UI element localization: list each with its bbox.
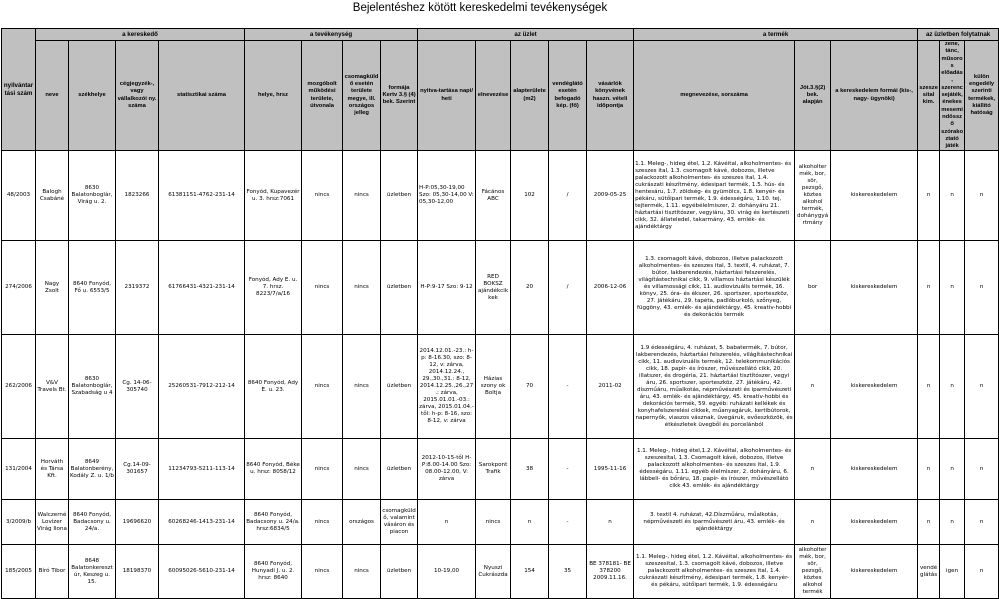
cell-trade-form: kiskereskedelem: [831, 241, 918, 335]
cell-floor-area: 38: [511, 439, 549, 500]
cell-mobile-shop: nincs: [302, 241, 343, 335]
cell-products: 1.9 édességáru, 4. ruházat, 5. babatermék, 7. bútor, lakberendezés, háztartási felszerelés, világítástechnikai cikk, 11. audiovizuális termék, 12. telekommunikációs cikk, 18. papír- és írószer, művészellátó cikk, 20. illatszer, és drogéria, 21. háztartási tisztítószer, vegyi áru, 26. sportszer, sporteszköz, 27. játékáru, 42. díszműáru, műalkotás, népművészeti és iparművészeti áru, 43. emlék- és ajándéktárgy, 45. kreatív-hobbi és dekorációs termék, 59. egyéb: ruházati kellékek és konyhafelszerelési cikkek, műanyagáruk, kertibútorok, napernyők, viaszos vásznak, üvegáruk, evőeszközök, és étkészletek üvegből és porcelánból: [634, 335, 795, 439]
cell-capacity: -: [549, 439, 587, 500]
cell-complaint-book-date: 2009-05-25: [587, 151, 634, 241]
registry-table: [1, 28, 999, 599]
cell-form: üzletben: [381, 241, 418, 335]
cell-entertainment: n: [940, 241, 965, 335]
table-row: [2, 241, 999, 335]
group-header-product: a termék: [634, 29, 918, 41]
cell-floor-area: 20: [511, 241, 549, 335]
cell-mail-order: országos: [343, 500, 381, 545]
col-header: Jöt.3.§(2) bek. alapján: [795, 41, 831, 151]
cell-floor-area: 102: [511, 151, 549, 241]
cell-products: 1.3. csomagolt kávé, dobozos, illetve palackozott alkoholmentes- és szeszes ital, 3. textil, 4. ruházat, 7. bútor, lakberendezés, háztartási felszerelés, világítástechnikai cikk, 9. villamos háztartási készülék és villamossági cikk, 11. audiovizuális termék, 16. könyv, 25. óra- és ékszer, 26. sportszer, sporteszköz, 27. játékáru, 29. tapéta, padlóburkoló, szőnyeg, függöny, 43. emlék- és ajándéktárgy, 45. kreatív-hobbi és dekorációs termék: [634, 241, 795, 335]
cell-mail-order: nincs: [343, 241, 381, 335]
cell-excise-products: n: [795, 439, 831, 500]
cell-opening-hours: 10-19,00: [418, 545, 476, 599]
cell-mail-order: nincs: [343, 545, 381, 599]
cell-products: 1.1. Meleg-, hideg étel, 1.2. Kávéital, alkoholmentes- és szeszesital, 1.3. csomagolt kávé, dobozos, illetve palackozott alkoholmentes- és szeszes ital, 1.4. cukrászati készítmény, édesipari termék, 1.8. kenyér- és pékáru, sütőipari termék, 1.9. édességáru: [634, 545, 795, 599]
cell-registry-number: 262/2006: [2, 335, 36, 439]
cell-alcohol: vendéglátás: [918, 545, 940, 599]
cell-location: 8640 Fonyód, Badacsony u. 24/a. hrsz:6834/5: [245, 500, 302, 545]
table-row: [2, 439, 999, 500]
cell-capacity: 35: [549, 545, 587, 599]
cell-complaint-book-date: 2006-12-06: [587, 241, 634, 335]
cell-registration-number: 19696620: [116, 500, 159, 545]
cell-products: 1.1. Meleg-, hideg étel,1.2. Kávéital, alkoholmentes- és szeszesital, 1.3. Csomagolt kávé, dobozos, illetve palackozott alkoholmentes- és szeszes ital, 1.9. édességáru, 1.11. egyéb élelmiszer, 2. dohányáru, 6. lábbeli- és bőráru, 18. papír- és írószer, művészellátó cikk 43. emlék- és ajándéktárgy: [634, 439, 795, 500]
cell-alcohol: n: [918, 241, 940, 335]
cell-trader-name: Balogh Csabáné: [36, 151, 69, 241]
table-row: [2, 500, 999, 545]
cell-shop-name: Nyuszi Cukrászda: [476, 545, 511, 599]
cell-special-license: n: [965, 545, 999, 599]
cell-trade-form: kiskereskedelem: [831, 439, 918, 500]
cell-opening-hours: 2012-10-15-től H-P:8.00-14.00 Szo: 08.00-12.00, V: zárva: [418, 439, 476, 500]
group-header-activities-in-shop: az üzletben folytatnak: [918, 29, 999, 41]
col-header: székhelye: [69, 41, 116, 151]
cell-products: 1.1. Meleg-, hideg étel, 1.2. Kávéital, alkoholmentes- és szeszes ital, 1.3. csomagolt kávé, dobozos, illetve palackozott alkoholmentes- és szeszes ital, 1.4. cukrászati készítmény, édesipari termék, 1.5. hús- és hentesáru, 1.7. zöldség- és gyümölcs, 1.8. kenyér- és pékáru, sütőipari termék, 1.9. édességáru, 1.10. tej, tejtermék, 1.11. egyébélelmiszer, 2. dohányáru 21. háztartási tisztítószer, vegyiáru, 30. virág és kertészeti cikk, 32. állateledel, takarmány, 43. emlék- és ajándéktárgy: [634, 151, 795, 241]
cell-registry-number: 185/2005: [2, 545, 36, 599]
cell-special-license: n: [965, 335, 999, 439]
cell-opening-hours: H-P:9-17 Szo: 9-12: [418, 241, 476, 335]
cell-mail-order: nincs: [343, 439, 381, 500]
cell-special-license: n: [965, 439, 999, 500]
table-row: [2, 151, 999, 241]
cell-trader-name: Walczerné Lovizer Virág Ilona: [36, 500, 69, 545]
cell-shop-name: Sarokpont Trafik: [476, 439, 511, 500]
cell-seat: 8630 Balatonboglár, Virág u. 2.: [69, 151, 116, 241]
cell-form: üzletben: [381, 335, 418, 439]
cell-statistical-number: 60268246-1413-231-14: [159, 500, 245, 545]
cell-entertainment: n: [940, 439, 965, 500]
col-header: mozgóbolt működési területe, útvonala: [302, 41, 343, 151]
cell-opening-hours: H-P:05,30-19,00 Szo: 05,30-14,00 V: 05,30-12,00: [418, 151, 476, 241]
cell-floor-area: n: [511, 500, 549, 545]
col-header: vásárlók könyvének haszn. vételi időpontja: [587, 41, 634, 151]
cell-form: csomagküldő, valamint vásáron és piacon: [381, 500, 418, 545]
header-group-row: [2, 29, 999, 41]
table-row: [2, 335, 999, 439]
col-header: szeszesital kim.: [918, 41, 940, 151]
col-header: neve: [36, 41, 69, 151]
cell-capacity: -: [549, 500, 587, 545]
cell-alcohol: n: [918, 335, 940, 439]
col-header: csomagküldő esetén területe megye, ill. országos jelleg: [343, 41, 381, 151]
cell-entertainment: igen: [940, 545, 965, 599]
cell-shop-name: RED BOKSZ ajándékcikkek: [476, 241, 511, 335]
cell-mail-order: nincs: [343, 335, 381, 439]
col-header: nyitva-tartása napi/ heti: [418, 41, 476, 151]
table-row: [2, 545, 999, 599]
cell-shop-name: Házias szony ok Boltja: [476, 335, 511, 439]
cell-alcohol: n: [918, 500, 940, 545]
col-header: elnevezése: [476, 41, 511, 151]
col-header: vendéglátó esetén befogadó kép. (fő): [549, 41, 587, 151]
cell-excise-products: alkoholtermék, bor, sör, pezsgő, köztes alkohol termék: [795, 545, 831, 599]
cell-mobile-shop: nincs: [302, 151, 343, 241]
cell-trade-form: kiskereskedelem: [831, 545, 918, 599]
col-header: megnevezése, sorszáma: [634, 41, 795, 151]
cell-registry-number: 274/2006: [2, 241, 36, 335]
cell-complaint-book-date: 2011-02: [587, 335, 634, 439]
cell-excise-products: alkoholtermék, bor, sör, pezsgő, köztes alkohol termék, dohánygyártmány: [795, 151, 831, 241]
cell-mobile-shop: nincs: [302, 335, 343, 439]
cell-trader-name: Bíró Tibor: [36, 545, 69, 599]
cell-entertainment: n: [940, 335, 965, 439]
cell-seat: 8630 Balatonboglár, Szabadság u 4: [69, 335, 116, 439]
cell-mobile-shop: nincs: [302, 545, 343, 599]
col-header: formája Kertv 3.§ (4) bek. Szerint: [381, 41, 418, 151]
cell-trade-form: kiskereskedelem: [831, 500, 918, 545]
group-header-trader: a kereskedő: [36, 29, 245, 41]
cell-complaint-book-date: 1995-11-16: [587, 439, 634, 500]
cell-registration-number: Cg. 14-06-305740: [116, 335, 159, 439]
col-header: alapterülete (m2): [511, 41, 549, 151]
col-header: cégjegyzék-, vagy vállalkozói ny. száma: [116, 41, 159, 151]
cell-opening-hours: 2014.12.01.-23.: h-p: 8-16.30, szo: 8-12, v: zárva, 2014.12.24., 29.,30.,31.: 8-12, 2014.12.25.,26.,27.: zárva, 2015.01.01.-03.: zárva, 2015.01.04.-től: h-p: 8-16, szo: 8-12, v: zárva: [418, 335, 476, 439]
cell-statistical-number: 11234793-5211-113-14: [159, 439, 245, 500]
cell-complaint-book-date: n: [587, 500, 634, 545]
header-columns-row: [2, 41, 999, 151]
cell-alcohol: n: [918, 151, 940, 241]
cell-location: 8640 Fonyód, Hunyadi J. u. 2. hrsz: 8640: [245, 545, 302, 599]
col-header: a kereskedelem formái (kis-, nagy- ügynöki): [831, 41, 918, 151]
col-header: helye, hrsz: [245, 41, 302, 151]
cell-capacity: /: [549, 241, 587, 335]
cell-complaint-book-date: BE 378181- BE 378200 2009.11.16.: [587, 545, 634, 599]
cell-registration-number: 18198370: [116, 545, 159, 599]
cell-statistical-number: 60095026-5610-231-14: [159, 545, 245, 599]
cell-seat: 8648 Balatonkeresztúr, Keszeg u. 15.: [69, 545, 116, 599]
cell-seat: 8640 Fonyód, Fő u. 6553/5: [69, 241, 116, 335]
cell-special-license: n: [965, 500, 999, 545]
cell-registry-number: 131/2004: [2, 439, 36, 500]
cell-seat: 8649 Balatonberény, Kodály Z. u. 1/b: [69, 439, 116, 500]
cell-trade-form: kiskereskedelem: [831, 335, 918, 439]
cell-location: 8640 Fonyód, Béke u. hrsz: 8058/12: [245, 439, 302, 500]
cell-entertainment: n: [940, 151, 965, 241]
cell-alcohol: n: [918, 439, 940, 500]
cell-products: 3. textil 4. ruházat, 42.Díszműáru, műalkotás, népművészeti és iparművészeti áru, 43. emlék- és ajándéktárgy: [634, 500, 795, 545]
page-title: Bejelentéshez kötött kereskedelmi tevékenységek: [352, 2, 608, 14]
cell-trade-form: kiskereskedelem: [831, 151, 918, 241]
cell-location: Fonyód, Kupavezér u. 3. hrsz:7061: [245, 151, 302, 241]
group-header-shop: az üzlet: [418, 29, 634, 41]
cell-statistical-number: 61381151-4762-231-14: [159, 151, 245, 241]
cell-special-license: n: [965, 151, 999, 241]
cell-form: üzletben: [381, 439, 418, 500]
cell-shop-name: Fácános ABC: [476, 151, 511, 241]
cell-mobile-shop: nincs: [302, 500, 343, 545]
cell-registry-number: 3/2009/b: [2, 500, 36, 545]
col-header: külön engedély szerinti termékek, kiállító hatóság: [965, 41, 999, 151]
col-header-registry-number: nyilvántartási szám: [2, 29, 36, 151]
cell-form: üzletben: [381, 151, 418, 241]
col-header: statisztikai száma: [159, 41, 245, 151]
cell-capacity: /: [549, 151, 587, 241]
cell-statistical-number: 25260531-7912-212-14: [159, 335, 245, 439]
cell-trader-name: Horváth és Társa Kft.: [36, 439, 69, 500]
cell-excise-products: n: [795, 335, 831, 439]
cell-excise-products: n: [795, 500, 831, 545]
cell-mobile-shop: nincs: [302, 439, 343, 500]
col-header: zene, tánc, műsoros előadás, szerencsejáték, énekes mesemindössző szórakoztató játék: [941, 41, 964, 150]
group-header-activity: a tevékenység: [245, 29, 418, 41]
cell-shop-name: nincs: [476, 500, 511, 545]
cell-entertainment: n: [940, 500, 965, 545]
cell-floor-area: 70: [511, 335, 549, 439]
cell-trader-name: V&V Travels Bt.: [36, 335, 69, 439]
cell-registration-number: 1823266: [116, 151, 159, 241]
cell-registration-number: 2319372: [116, 241, 159, 335]
cell-seat: 8640 Fonyód, Badacsony u. 24/a.: [69, 500, 116, 545]
cell-excise-products: bor: [795, 241, 831, 335]
cell-statistical-number: 61766431-4321-231-14: [159, 241, 245, 335]
cell-trader-name: Nagy Zsolt: [36, 241, 69, 335]
cell-registration-number: Cg.14-09-301657: [116, 439, 159, 500]
cell-opening-hours: n: [418, 500, 476, 545]
cell-capacity: -: [549, 335, 587, 439]
cell-floor-area: 154: [511, 545, 549, 599]
cell-mail-order: nincs: [343, 151, 381, 241]
cell-location: 8640 Fonyód, Ady E. u. 23.: [245, 335, 302, 439]
cell-registry-number: 48/2003: [2, 151, 36, 241]
cell-location: Fonyód, Ady E. u. 7. hrsz. 8223/7/a/16: [245, 241, 302, 335]
cell-special-license: n: [965, 241, 999, 335]
cell-form: üzletben: [381, 545, 418, 599]
